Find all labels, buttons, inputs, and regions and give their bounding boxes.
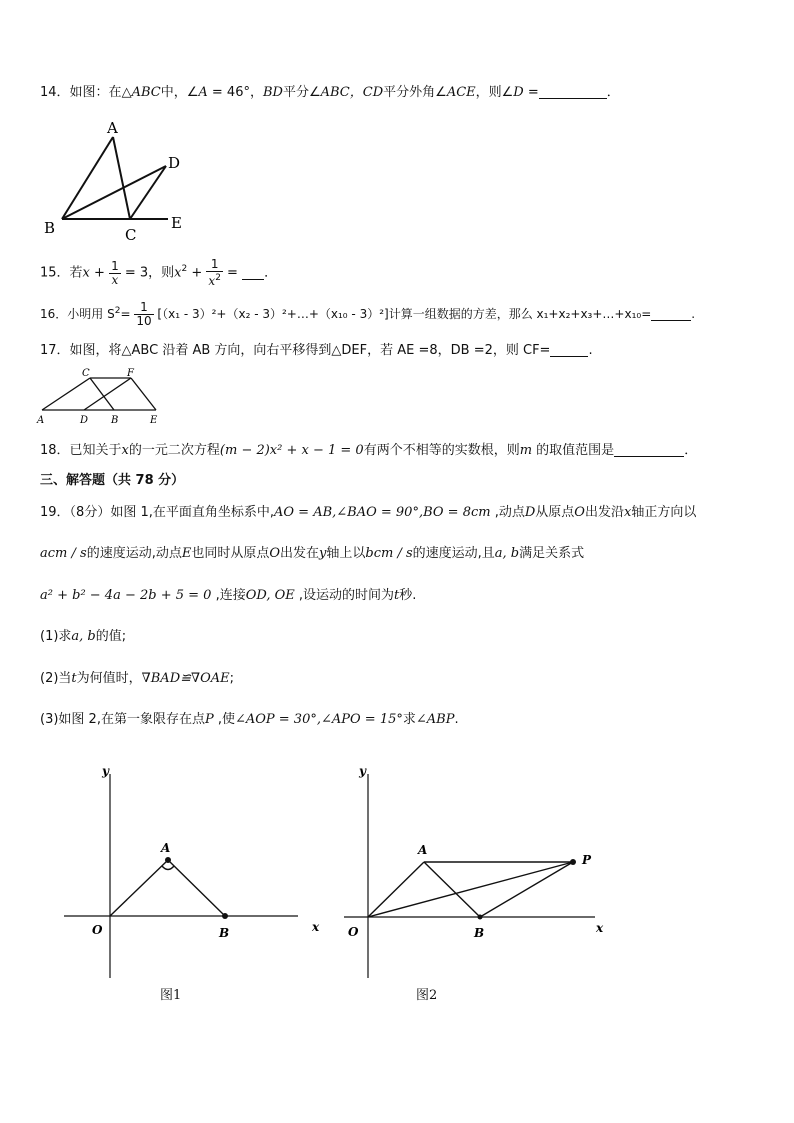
q19-line2-o: O [269,546,281,561]
q15-then: ，则 [148,265,175,281]
q19-line2-ab: a, b [494,546,520,561]
fig2-label-o: O [348,925,359,939]
q19-p1-b: 的值; [95,629,127,644]
q19-p3-d: . [454,712,459,727]
q14-abc: ABC [131,85,161,100]
q19-line1-b: ,动点 [490,505,525,520]
q19-figure-1 [58,760,328,990]
fig1-label-x: x [312,920,320,934]
q19-p3-p: P [204,712,214,727]
q16-fraction [134,301,153,328]
q19-line3-t: t [394,588,400,603]
q15-fraction-1 [109,260,121,287]
q16-answer-blank[interactable] [651,306,691,321]
q14-seg-cd [130,166,166,219]
q15-frac-num-1: 1 [111,258,119,273]
q17-text [40,341,593,361]
fig2-seg-bp [480,862,573,917]
q15-plus2: + [187,265,207,281]
q19-line2-f: 满足关系式 [519,546,585,561]
q17-label-a: A [37,415,45,426]
q19-p1-ab: a, b [71,629,96,644]
fig2-seg-oa [368,862,424,917]
q19-line1-o: O [574,505,585,520]
q14-label-a: A [107,119,118,137]
q19-line1-e: 轴正方向以 [631,505,697,520]
q17-label-f: F [127,368,134,379]
q14-a: A [198,85,208,100]
q15-eq3: = 3 [120,265,149,281]
q19-part-1 [40,627,126,647]
fig2-point-b [478,915,483,920]
q14-figure [40,118,200,244]
q19-line-1 [40,503,696,523]
q17-body: 17．如图，将△ABC 沿着 AB 方向，向右平移得到△DEF，若 AE =8，DB =2，则 CF= [40,343,551,358]
fig1-seg-ab [168,860,225,916]
q14-abc2: ABC [320,85,350,100]
fig2-label-a: A [418,843,428,857]
q17-figure [36,367,168,427]
q18-end: ． [684,443,698,458]
q19-p2-c: ; [229,671,235,686]
q15-x: x [82,265,90,281]
q19-line1-x: x [623,505,632,520]
q15-end: ． [264,265,278,281]
q16-end: . [691,307,696,321]
q15-power: 2 [181,264,188,275]
fig2-seg-op [368,862,573,917]
q15-eq: = [222,265,243,281]
q19-p3-math: ∠AOP = 30°,∠APO = 15° [234,712,403,727]
q17-seg-ac [42,378,90,410]
q18-text-b: 的一元二次方程 [128,443,220,458]
q19-part-3 [40,710,459,730]
q19-p3-c: 求 [402,712,416,727]
q18-m: m [519,443,533,458]
fig1-point-a [165,857,171,863]
fig1-label-y: y [102,764,109,778]
q19-line3-a: ,连接 [211,588,246,603]
q17-end: . [588,343,593,358]
q19-line-3 [40,586,416,606]
section-3-heading: 三、解答题（共 78 分） [40,473,185,488]
q19-line2-a: 的速度运动,动点 [86,546,182,561]
q14-label-b: B [44,219,56,237]
q16-eq: = [120,307,135,321]
q18-x: x [121,443,129,458]
q18-text-d: 的取值范围是 [532,443,615,458]
q14-bd: BD [262,85,283,100]
q19-line2-e-point: E [181,546,192,561]
q15-frac-den-x: x [208,274,216,288]
q19-line1-d2: 出发沿 [584,505,624,520]
q19-p3-abp: ∠ABP [415,712,455,727]
q19-line-2 [40,544,584,564]
q16-sup: 2 [114,306,121,316]
q17-label-c: C [82,368,90,379]
q14-text-d: 平分外角 [383,85,436,100]
q14-angle: ∠ [186,85,199,100]
figure-2-caption: 图2 [416,988,438,1003]
q19-line2-b: 也同时从原点 [191,546,270,561]
q16-frac-den: 10 [136,314,152,328]
q14-text-a: 如图：在 [69,85,122,100]
q14-end: ． [606,85,620,100]
q14-text-c: 平分 [282,85,309,100]
fig2-label-b: B [474,926,485,940]
q14-number: 14． [40,85,70,100]
q15-number: 15．若 [40,265,83,281]
q19-p2-t: t [71,671,77,686]
q17-seg-fe [131,378,156,410]
figure-1-caption: 图1 [160,988,182,1003]
q17-answer-blank[interactable] [550,342,588,357]
fig1-label-o: O [92,923,103,937]
q19-line1-d: D [524,505,536,520]
q14-answer-blank[interactable] [539,84,607,99]
q18-text-a: 18．已知关于 [40,443,122,458]
q18-text [40,441,697,461]
q14-deg: = 46°， [207,85,263,100]
q19-p2-b: 为何值时， [76,671,142,686]
q19-figure-2 [340,760,610,990]
q17-seg-cb [90,378,114,410]
q15-plus: + [89,265,110,281]
fig1-point-b [222,913,228,919]
q19-part-2 [40,669,234,689]
q17-label-b: B [111,415,119,426]
q14-label-d: D [168,154,181,172]
fig2-label-x: x [596,921,604,935]
q17-label-e: E [150,415,158,426]
fig2-point-p [570,859,576,865]
q17-seg-fd [84,378,131,410]
q19-line3-math: a² + b² − 4a − 2b + 5 = 0 [40,588,212,603]
q19-line1-c: 从原点 [535,505,575,520]
q14-d: D [513,85,524,100]
q14-text-e: ，则∠ [475,85,514,100]
q14-text-b: 中， [160,85,187,100]
q15-frac-den-1: x [111,272,119,287]
fig2-label-p: P [582,853,592,867]
q16-number: 16．小明用 S [40,307,115,321]
q14-cd: ，CD [349,85,384,100]
q15-frac-den-power: 2 [215,273,221,283]
q14-ace: ACE [446,85,476,100]
q18-equation: (m − 2)x² + x − 1 = 0 [219,443,364,458]
q14-eq: = [523,85,539,100]
fig1-right-angle-mark [162,866,174,870]
q19-p3-a: (3)如图 2,在第一象限存在点 [40,712,205,727]
q19-line1-math: AO = AB,∠BAO = 90°,BO = 8cm [273,505,491,520]
fig1-label-b: B [219,926,230,940]
q15-frac-num-2: 1 [206,258,223,272]
q17-label-d: D [80,415,89,426]
q19-line2-e: 的速度运动,且 [412,546,495,561]
q14-tri: △ [121,85,132,100]
q18-text-c: 有两个不相等的实数根，则 [363,443,520,458]
q14-label-c: C [125,226,137,244]
q15-frac-den-2 [206,272,223,288]
q19-p3-b: ,使 [213,712,235,727]
q19-line2-bcm: bcm / s [365,546,413,561]
q14-text: 14．如图：在△ABC中，∠A = 46°，BD平分∠ABC，CD平分外角∠ACE，则∠D = ． [40,85,620,100]
q19-line3-odoe: OD, OE [245,588,295,603]
q15-answer-blank[interactable] [242,265,264,280]
q19-line3-c: 秒. [399,588,417,603]
q19-p1-a: (1)求 [40,629,72,644]
q16-body: [（x₁ - 3）²+（x₂ - 3）²+…+（x₁₀ - 3）²]计算一组数据的方差，那么 x₁+x₂+x₃+…+x₁₀= [153,307,652,321]
q15-text [40,258,277,288]
q15-fraction-2 [206,258,223,288]
q19-line2-acm: acm / s [40,546,87,561]
q19-p2-math: ∇BAD≌∇OAE [141,671,230,686]
fig1-label-a: A [161,841,171,855]
q14-label-e: E [171,214,182,232]
q18-answer-blank[interactable] [614,442,684,457]
q19-line2-c: 出发在 [280,546,320,561]
q14-seg-ac [113,137,130,219]
q16-text [40,301,695,328]
fig1-seg-oa [110,860,168,916]
q15-x2: x [174,265,182,281]
q19-p2-a: (2)当 [40,671,72,686]
q19-line2-y: y [319,546,327,561]
q19-line3-b: ,设运动的时间为 [294,588,394,603]
q16-frac-num: 1 [134,301,153,315]
fig2-label-y: y [359,764,366,778]
q19-line2-d: 轴上以 [326,546,366,561]
q19-line1-a: 19．（8分）如图 1,在平面直角坐标系中, [40,505,274,520]
